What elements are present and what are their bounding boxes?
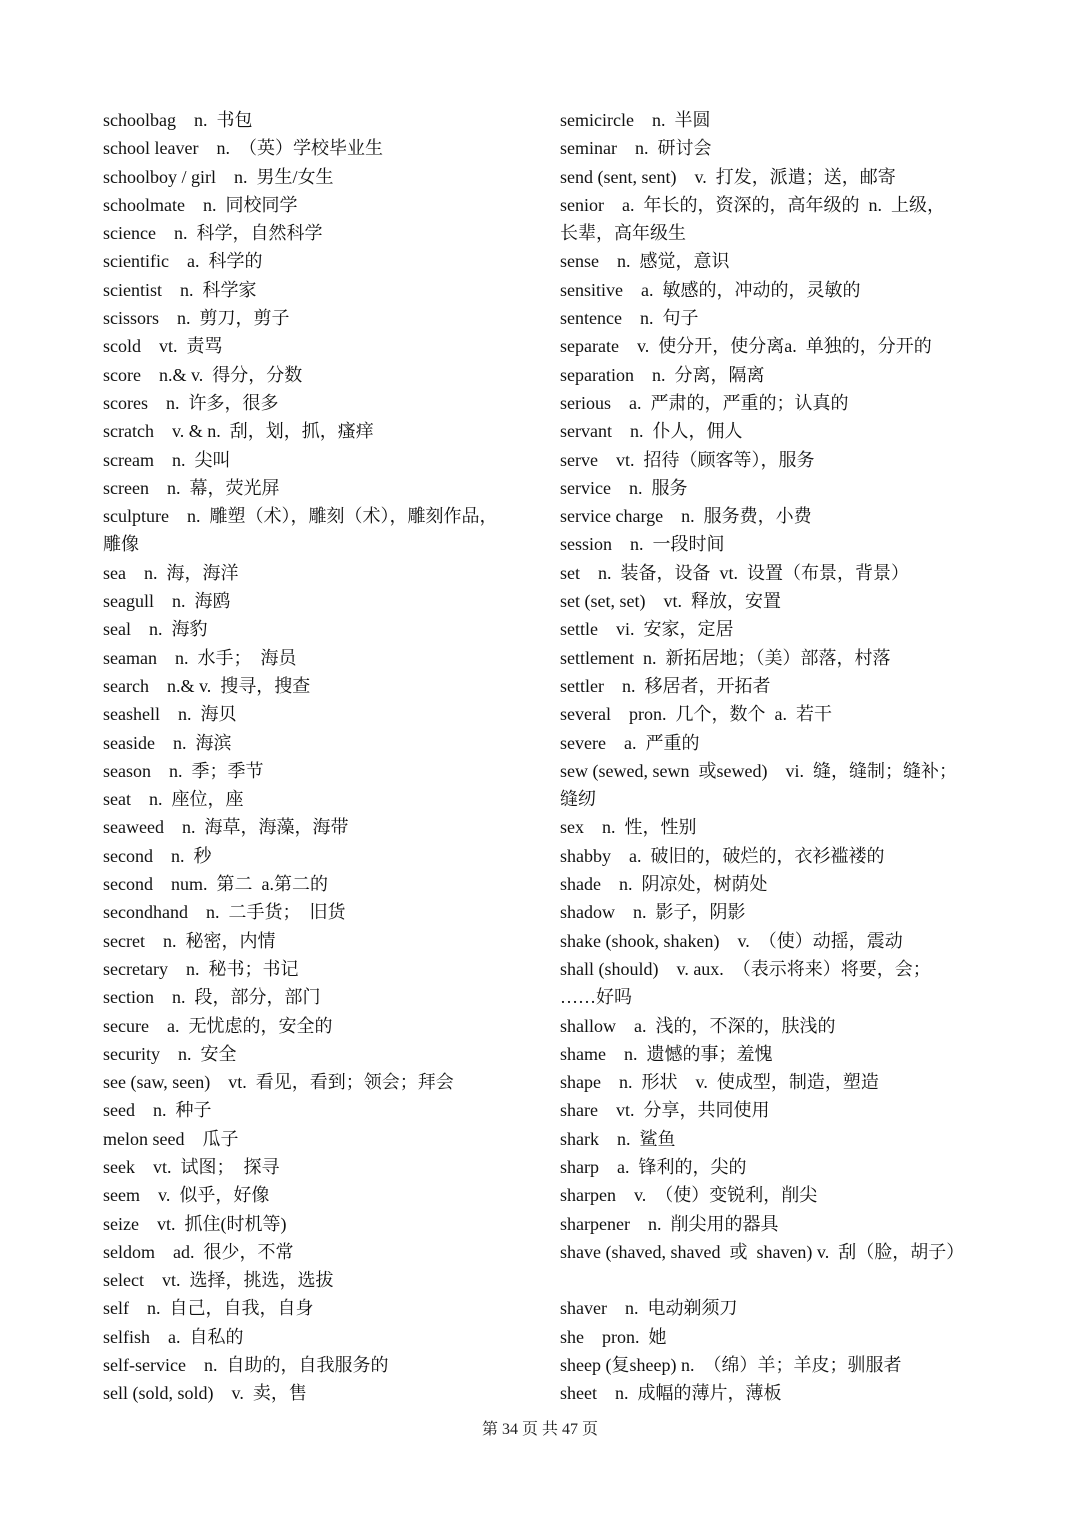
vocab-line: seaman n. 水手； 海员 <box>103 647 297 668</box>
vocab-line: sex n. 性，性别 <box>560 817 697 838</box>
vocab-line: serve vt. 招待（顾客等），服务 <box>560 449 815 470</box>
vocab-line: servant n. 仆人，佣人 <box>560 421 743 442</box>
vocab-line: select vt. 选择，挑选，选拔 <box>103 1270 334 1291</box>
vocab-line: shaver n. 电动剃须刀 <box>560 1298 738 1319</box>
vocab-line: school leaver n. （英）学校毕业生 <box>103 138 383 159</box>
vocab-line: scold vt. 责骂 <box>103 336 223 357</box>
vocab-line: sharp a. 锋利的，尖的 <box>560 1156 747 1177</box>
vocab-line: several pron. 几个，数个 a. 若干 <box>560 704 832 725</box>
vocab-line: seldom ad. 很少，不常 <box>103 1241 294 1262</box>
vocab-line: service charge n. 服务费，小费 <box>560 506 812 527</box>
vocab-line: sea n. 海，海洋 <box>103 562 239 583</box>
vocab-line: secret n. 秘密，内情 <box>103 930 276 951</box>
vocab-line: sheep (复sheep) n. （绵）羊；羊皮；驯服者 <box>560 1355 902 1376</box>
vocab-line: see (saw, seen) vt. 看见，看到；领会；拜会 <box>103 1072 454 1093</box>
vocab-line: seagull n. 海鸥 <box>103 591 231 612</box>
vocab-line: service n. 服务 <box>560 477 688 498</box>
vocab-line: schoolmate n. 同校同学 <box>103 194 298 215</box>
vocab-line: shave (shaved, shaved 或 shaven) v. 刮（脸，胡子） <box>560 1241 965 1262</box>
vocab-line: seize vt. 抓住(时机等) <box>103 1213 287 1234</box>
vocab-line: sharpen v. （使）变锐利，削尖 <box>560 1185 818 1206</box>
vocab-line: settler n. 移居者，开拓者 <box>560 675 771 696</box>
vocab-line: scissors n. 剪刀，剪子 <box>103 308 290 329</box>
vocab-line: second n. 秒 <box>103 845 212 866</box>
vocab-line: set n. 装备，设备 vt. 设置（布景，背景） <box>560 562 909 583</box>
vocab-line: secretary n. 秘书；书记 <box>103 958 299 979</box>
vocab-line: shall (should) v. aux. （表示将来）将要，会； <box>560 958 931 979</box>
vocab-line: semicircle n. 半圆 <box>560 110 711 130</box>
vocab-line: session n. 一段时间 <box>560 534 725 555</box>
vocab-line: 缝纫 <box>560 789 596 810</box>
vocab-line: scream n. 尖叫 <box>103 449 231 470</box>
vocab-line: sharpener n. 削尖用的器具 <box>560 1213 779 1234</box>
vocab-line: shake (shook, shaken) v. （使）动摇，震动 <box>560 930 903 951</box>
vocab-line: section n. 段，部分，部门 <box>103 987 321 1008</box>
left-column <box>103 106 543 1408</box>
vocab-line: shadow n. 影子，阴影 <box>560 902 746 923</box>
vocab-line: shallow a. 浅的，不深的，肤浅的 <box>560 1015 836 1036</box>
vocab-line: sense n. 感觉，意识 <box>560 251 730 272</box>
vocab-line: set (set, set) vt. 释放，安置 <box>560 591 781 612</box>
vocab-line: schoolbag n. 书包 <box>103 110 253 130</box>
vocab-line: security n. 安全 <box>103 1043 237 1064</box>
vocab-line: sculpture n. 雕塑（术），雕刻（术），雕刻作品， <box>103 506 498 527</box>
vocab-line: scientist n. 科学家 <box>103 279 257 300</box>
vocab-line: screen n. 幕，荧光屏 <box>103 477 280 498</box>
vocab-line: seem v. 似乎，好像 <box>103 1185 270 1206</box>
vocab-line: secure a. 无忧虑的，安全的 <box>103 1015 333 1036</box>
vocab-line: ……好吗 <box>560 987 632 1008</box>
vocab-line: share vt. 分享，共同使用 <box>560 1100 770 1121</box>
right-column <box>560 106 1000 1408</box>
vocab-line: sheet n. 成幅的薄片，薄板 <box>560 1383 782 1404</box>
vocab-line: sensitive a. 敏感的，冲动的，灵敏的 <box>560 279 861 300</box>
vocab-line: 长辈，高年级生 <box>560 223 686 244</box>
vocab-line: shade n. 阴凉处，树荫处 <box>560 874 768 895</box>
vocab-line: she pron. 她 <box>560 1326 667 1347</box>
vocab-line: shabby a. 破旧的，破烂的，衣衫褴褛的 <box>560 845 885 866</box>
vocab-line: shame n. 遗憾的事；羞愧 <box>560 1043 773 1064</box>
vocab-line: seal n. 海豹 <box>103 619 208 640</box>
vocab-line: schoolboy / girl n. 男生/女生 <box>103 166 334 187</box>
vocab-line: scores n. 许多，很多 <box>103 392 279 413</box>
vocab-line: season n. 季；季节 <box>103 760 264 781</box>
vocab-line: serious a. 严肃的，严重的；认真的 <box>560 392 849 413</box>
vocab-line <box>560 1266 1000 1294</box>
vocab-line: sell (sold, sold) v. 卖，售 <box>103 1383 307 1404</box>
vocab-line: sew (sewed, sewn 或sewed) vi. 缝，缝制；缝补； <box>560 760 957 781</box>
vocab-line: settle vi. 安家，定居 <box>560 619 734 640</box>
vocab-line: second num. 第二 a.第二的 <box>103 874 328 895</box>
vocab-line: scratch v. & n. 刮，划，抓，瘙痒 <box>103 421 374 442</box>
vocab-line: send (sent, sent) v. 打发，派遣；送，邮寄 <box>560 166 896 187</box>
vocab-line: self n. 自己，自我，自身 <box>103 1298 314 1319</box>
vocab-line: settlement n. 新拓居地；（美）部落，村落 <box>560 647 891 668</box>
page-footer: 第 34 页 共 47 页 <box>481 1421 598 1438</box>
vocab-line: seminar n. 研讨会 <box>560 138 712 159</box>
vocab-line: shape n. 形状 v. 使成型，制造，塑造 <box>560 1072 879 1093</box>
vocab-line: science n. 科学，自然科学 <box>103 223 323 244</box>
vocab-line: separate v. 使分开，使分离a. 单独的，分开的 <box>560 336 932 357</box>
vocab-line: seashell n. 海贝 <box>103 704 237 725</box>
vocab-line: scientific a. 科学的 <box>103 251 263 272</box>
vocab-line: seaside n. 海滨 <box>103 732 232 753</box>
vocab-line: separation n. 分离，隔离 <box>560 364 765 385</box>
vocab-line: seed n. 种子 <box>103 1100 212 1121</box>
vocab-line: melon seed 瓜子 <box>103 1128 239 1149</box>
vocab-line: self-service n. 自助的，自我服务的 <box>103 1355 389 1376</box>
vocab-line: 雕像 <box>103 534 139 555</box>
vocab-line: secondhand n. 二手货； 旧货 <box>103 902 346 923</box>
vocab-line: severe a. 严重的 <box>560 732 700 753</box>
vocab-line: senior a. 年长的，资深的，高年级的 n. 上级， <box>560 194 945 215</box>
vocab-line: seek vt. 试图； 探寻 <box>103 1156 280 1177</box>
vocab-line: seaweed n. 海草，海藻，海带 <box>103 817 349 838</box>
vocab-line: search n.& v. 搜寻，搜查 <box>103 675 311 696</box>
vocab-line: selfish a. 自私的 <box>103 1326 244 1347</box>
vocab-line: seat n. 座位，座 <box>103 789 244 810</box>
vocab-line: sentence n. 句子 <box>560 308 699 329</box>
vocab-line: shark n. 鲨鱼 <box>560 1128 676 1149</box>
vocab-line: score n.& v. 得分，分数 <box>103 364 303 385</box>
